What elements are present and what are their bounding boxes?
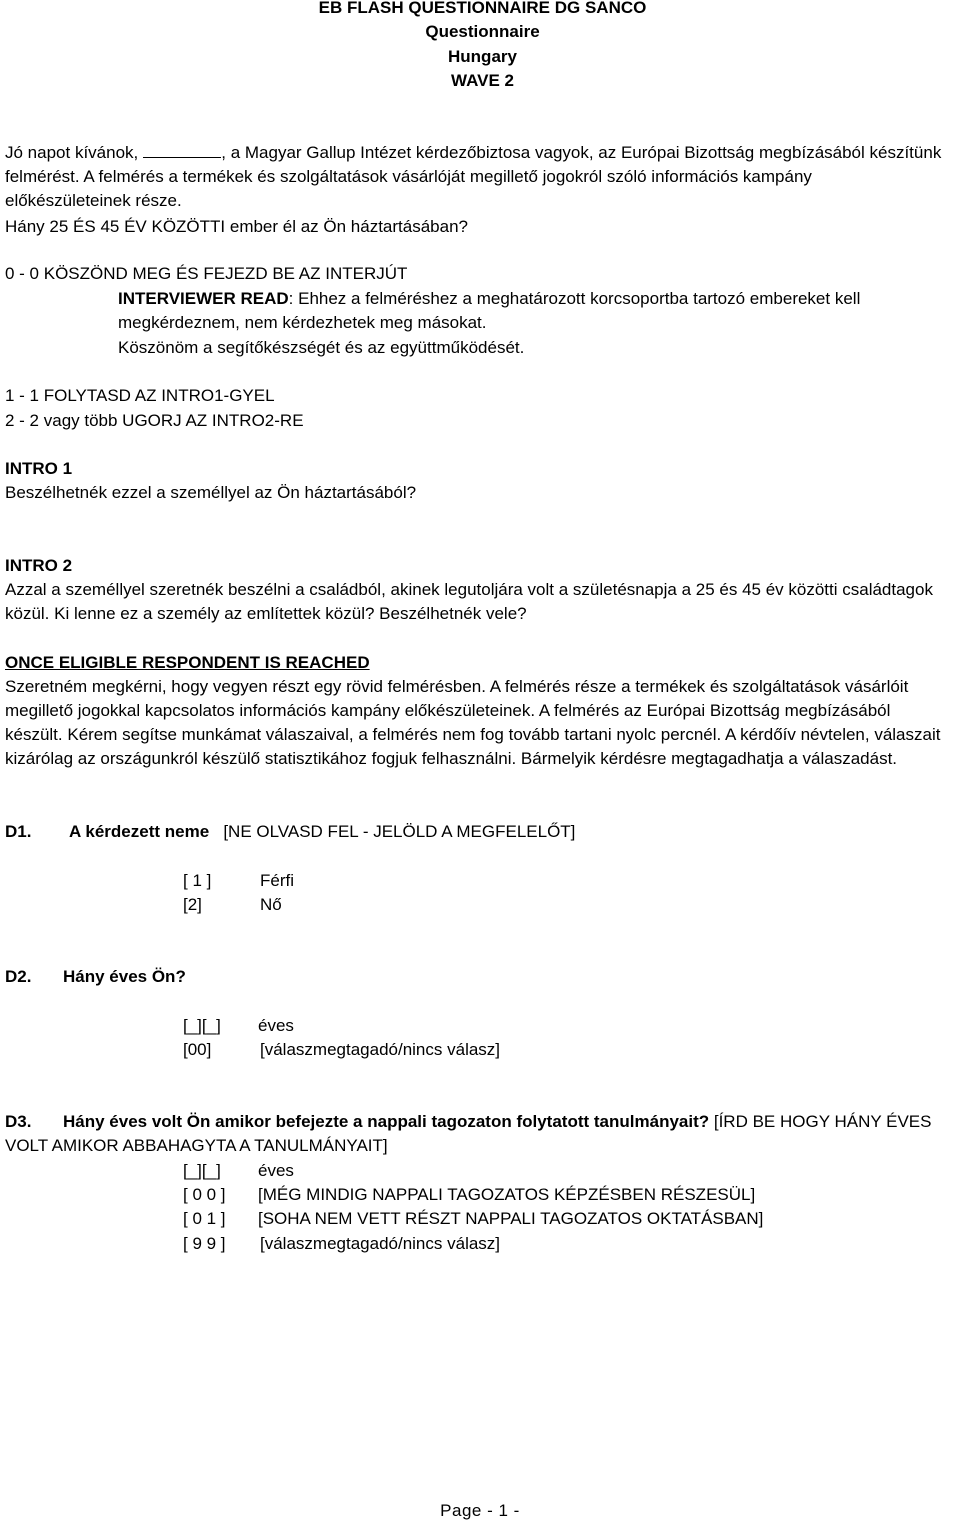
d3-option-label: [SOHA NEM VETT RÉSZT NAPPALI TAGOZATOS OKTATÁSBAN] xyxy=(258,1209,764,1228)
d2-option-code: [_][_] xyxy=(183,1016,221,1035)
d1-question xyxy=(69,820,575,844)
d1-instruction: [NE OLVASD FEL - JELÖLD A MEGFELELŐT] xyxy=(223,822,576,841)
routing-zero: 0 - 0 KÖSZÖND MEG ÉS FEJEZD BE AZ INTERJÚT xyxy=(5,264,408,283)
d1-option-code: [ 1 ] xyxy=(183,871,212,890)
d3-number: D3. xyxy=(5,1112,32,1131)
interviewer-read-text: : Ehhez a felméréshez a meghatározott korcsoportba tartozó embereket kell megkérdeznem, nem kérdezhetek meg másokat. xyxy=(118,289,861,332)
interviewer-read xyxy=(118,287,920,335)
thanks-text: Köszönöm a segítőkészségét és az együttműködését. xyxy=(118,338,525,357)
d3-question xyxy=(5,1110,940,1158)
d1-option-label: Férfi xyxy=(260,871,294,890)
d2-question: Hány éves Ön? xyxy=(63,967,186,986)
interviewer-read-label: INTERVIEWER READ xyxy=(118,289,289,308)
document-title: EB FLASH QUESTIONNAIRE DG SANCO xyxy=(318,0,647,17)
eligible-text: Szeretném megkérni, hogy vegyen részt egy rövid felmérésben. A felmérés része a termékek és szolgáltatások vásárlóit megillető jogokkal kapcsolatos információs kampány előkészületeinek. A felmérés az Európai Bizottság megbízásából készült. Kérem segítse munkámat válaszaival, a felmérés nem fog tovább tartani nyolc percnél. A kérdőív névtelen, válaszait kizárólag az országunkról készülő statisztikához fogjuk felhasználni. Bármelyik kérdésre megtagadhatja a válaszadást. xyxy=(5,677,941,768)
intro1-title: INTRO 1 xyxy=(5,459,73,478)
intro-greeting: Jó napot kívánok, xyxy=(5,143,139,162)
d2-number: D2. xyxy=(5,967,32,986)
d1-option-label: Nő xyxy=(260,895,282,914)
d1-question-text: A kérdezett neme xyxy=(69,822,210,841)
d2-option-label: éves xyxy=(258,1016,294,1035)
d3-option-code: [ 0 1 ] xyxy=(183,1209,226,1228)
d3-option-label: éves xyxy=(258,1161,294,1180)
document-wave: WAVE 2 xyxy=(451,71,514,90)
document-country: Hungary xyxy=(448,47,517,66)
d3-option-code: [ 0 0 ] xyxy=(183,1185,226,1204)
page-number: Page - 1 - xyxy=(440,1501,520,1520)
d3-option-label: [MÉG MINDIG NAPPALI TAGOZATOS KÉPZÉSBEN RÉSZESÜL] xyxy=(258,1185,756,1204)
d3-option-label: [válaszmegtagadó/nincs válasz] xyxy=(260,1234,501,1253)
d3-option-code: [ 9 9 ] xyxy=(183,1234,226,1253)
d1-option-code: [2] xyxy=(183,895,202,914)
d3-option-code: [_][_] xyxy=(183,1161,221,1180)
routing-two: 2 - 2 vagy több UGORJ AZ INTRO2-RE xyxy=(5,411,304,430)
d3-instruction: [ÍRD BE HOGY HÁNY ÉVES VOLT AMIKOR ABBAHAGYTA A TANULMÁNYAIT] xyxy=(5,1112,932,1155)
intro1-text: Beszélhetnék ezzel a személlyel az Ön háztartásából? xyxy=(5,483,417,502)
interviewer-name-blank xyxy=(143,141,221,158)
d2-option-code: [00] xyxy=(183,1040,212,1059)
routing-one: 1 - 1 FOLYTASD AZ INTRO1-GYEL xyxy=(5,386,275,405)
d1-number: D1. xyxy=(5,822,32,841)
household-question: Hány 25 ÉS 45 ÉV KÖZÖTTI ember él az Ön háztartásában? xyxy=(5,217,469,236)
eligible-title: ONCE ELIGIBLE RESPONDENT IS REACHED xyxy=(5,653,370,672)
intro-greeting-rest: , a Magyar Gallup Intézet kérdezőbiztosa vagyok, az Európai Bizottság megbízásából készítünk felmérést. A felmérés a termékek és szolgáltatások vásárlóját megillető jogokról szóló információs kampány előkészületeinek része. xyxy=(5,143,942,210)
intro2-title: INTRO 2 xyxy=(5,556,73,575)
document-subtitle: Questionnaire xyxy=(425,22,540,41)
d2-option-label: [válaszmegtagadó/nincs válasz] xyxy=(260,1040,501,1059)
intro2-text: Azzal a személlyel szeretnék beszélni a családból, akinek legutoljára volt a születésnapja a 25 és 45 év közötti családtagok közül. Ki lenne ez a személy az említettek közül? Beszélhetnék vele? xyxy=(5,580,933,623)
intro-paragraph xyxy=(5,141,942,213)
d3-question-text: Hány éves volt Ön amikor befejezte a nappali tagozaton folytatott tanulmányait? xyxy=(63,1112,710,1131)
